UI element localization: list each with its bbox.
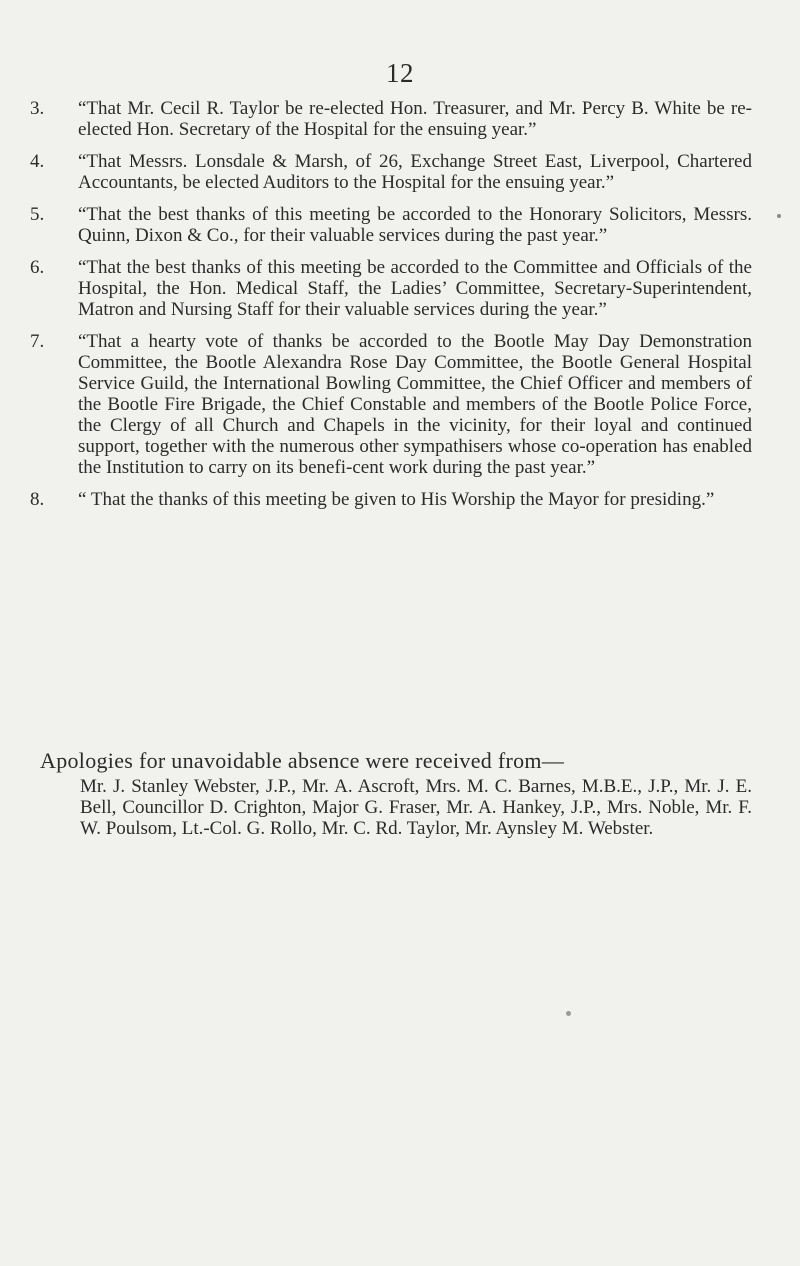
resolution-4: [30, 151, 752, 193]
resolution-text: “That Messrs. Lonsdale & Marsh, of 26, Exchange Street East, Liverpool, Chartered Accountants, be elected Auditors to the Hospital for the ensuing year.”: [78, 151, 752, 193]
resolution-text: “ That the thanks of this meeting be given to His Worship the Mayor for presiding.”: [78, 489, 715, 510]
resolution-8: [30, 489, 752, 510]
resolution-text: “That Mr. Cecil R. Taylor be re-elected Hon. Treasurer, and Mr. Percy B. White be re-elected Hon. Secretary of the Hospital for the ensuing year.”: [78, 98, 752, 140]
ink-speck: [566, 1011, 571, 1016]
resolution-6: [30, 257, 752, 320]
resolution-text: “That the best thanks of this meeting be accorded to the Committee and Officials of the Hospital, the Hon. Medical Staff, the Ladies’ Committee, Secretary-Superintendent, Matron and Nursing Staff for their valuable services during the year.”: [78, 257, 752, 320]
resolution-number: 6.: [30, 257, 45, 278]
resolution-text: “That a hearty vote of thanks be accorded to the Bootle May Day Demonstration Committee, the Bootle Alexandra Rose Day Committee, the Bootle General Hospital Service Guild, the International Bowling Committee, the Chief Officer and members of the Bootle Fire Brigade, the Chief Constable and members of the Bootle Police Force, the Clergy of all Church and Chapels in the vicinity, for their loyal and continued support, together with the numerous other sympathisers whose co-operation has enabled the Institution to carry on its benefi-cent work during the past year.”: [78, 331, 752, 478]
resolution-number: 7.: [30, 331, 45, 352]
apologies-names: Mr. J. Stanley Webster, J.P., Mr. A. Ascroft, Mrs. M. C. Barnes, M.B.E., J.P., Mr. J. E. Bell, Councillor D. Crighton, Major G. Fraser, Mr. A. Hankey, J.P., Mrs. Noble, Mr. F. W. Poulsom, Lt.-Col. G. Rollo, Mr. C. Rd. Taylor, Mr. Aynsley M. Webster.: [80, 776, 752, 839]
resolution-number: 8.: [30, 489, 45, 510]
resolutions-list: [30, 98, 752, 521]
resolution-7: [30, 331, 752, 478]
resolution-3: [30, 98, 752, 140]
resolution-number: 5.: [30, 204, 45, 225]
resolution-5: [30, 204, 752, 246]
resolution-number: 4.: [30, 151, 45, 172]
apologies-section: [40, 748, 752, 839]
resolution-number: 3.: [30, 98, 45, 119]
apologies-heading: Apologies for unavoidable absence were received from—: [40, 748, 565, 773]
resolution-text: “That the best thanks of this meeting be accorded to the Honorary Solicitors, Messrs. Quinn, Dixon & Co., for their valuable services during the past year.”: [78, 204, 752, 246]
ink-speck: [777, 214, 781, 218]
page-number: 12: [386, 58, 414, 88]
